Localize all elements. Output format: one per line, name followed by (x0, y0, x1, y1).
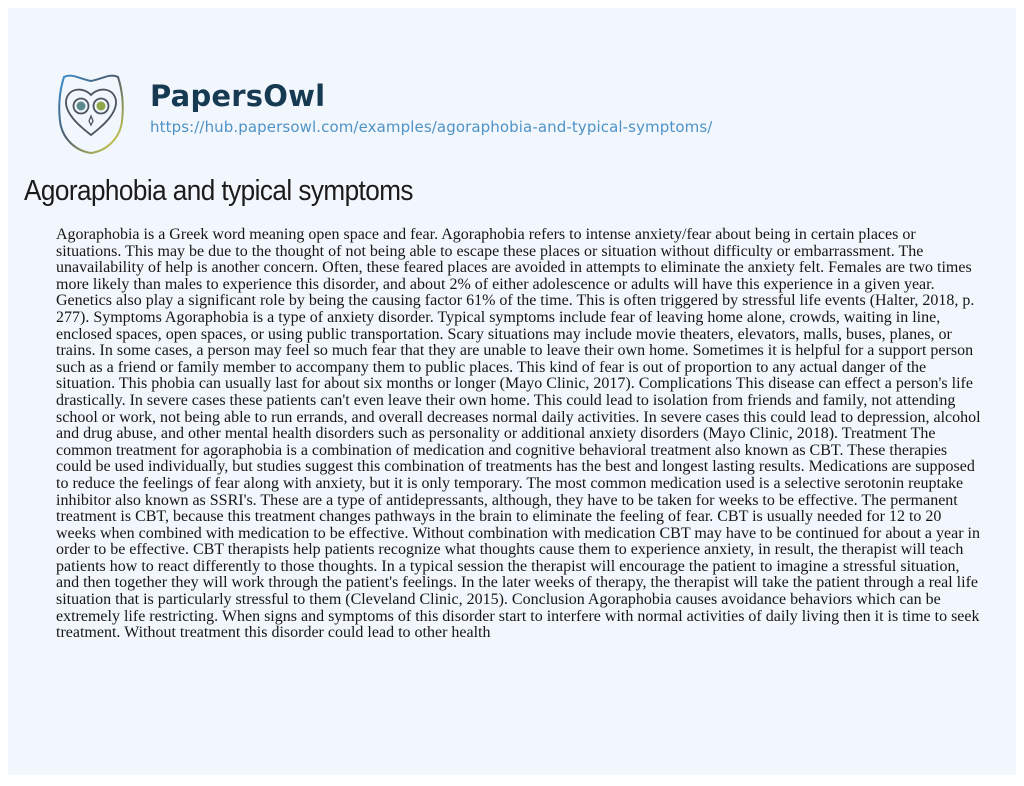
text-line: situation that is particularly stressful to them (Cleveland Clinic, 2015). Conclusion Agoraphobia causes avoidance behaviors which can be (56, 591, 941, 609)
text-line: situations. This may be due to the thought of not being able to escape these places or situation without difficulty or embarrassment. The (56, 242, 924, 260)
text-line: and then together they will work through the patient's feelings. In the later weeks of therapy, the therapist will take the patient through a real life (56, 574, 978, 592)
text-line: treatment is CBT, because this treatment changes pathways in the brain to eliminate the feeling of fear. CBT is usually needed for 12 to 20 (56, 508, 942, 526)
text-line: inhibitor also known as SSRI's. These are a type of antidepressants, although, they have to be taken for weeks to be effective. The permanent (56, 491, 958, 509)
text-line: order to be effective. CBT therapists help patients recognize what thoughts cause them to experience anxiety, in result, the therapist will teach (56, 541, 964, 559)
text-line: unavailability of help is another concern. Often, these feared places are avoided in attempts to eliminate the anxiety felt. Females are two times (56, 259, 972, 277)
text-line: could be used individually, but studies suggest this combination of treatments has the best and longest lasting results. Medications are supposed (56, 458, 975, 476)
text-line: patients how to react differently to those thoughts. In a typical session the therapist will encourage the patient to imagine a stressful situation, (56, 557, 960, 575)
text-line: drastically. In severe cases these patients can't even leave their own home. This could lead to isolation from friends and family, not attending (56, 391, 956, 409)
text-line: enclosed spaces, open spaces, or using public transportation. Scary situations may include movie theaters, elevators, malls, buses, planes, or (56, 325, 952, 343)
text-line: more likely than males to experience this disorder, and about 2% of either adolescence or adults will have this experience in a given year. (56, 275, 935, 293)
site-header (50, 66, 712, 156)
text-line: situation. This phobia can usually last for about six months or longer (Mayo Clinic, 2017). Complications This disease can effect a person's life (56, 375, 973, 393)
owl-logo-icon (50, 65, 132, 157)
text-line: such as a friend or family member to accompany them to public places. This kind of fear is out of proportion to any actual danger of the (56, 358, 927, 376)
text-line: weeks when combined with medication to be effective. Without combination with medication CBT may have to be continued for about a year in (56, 524, 980, 542)
text-line: common treatment for agoraphobia is a combination of medication and cognitive behavioral treatment also known as CBT. These therapies (56, 441, 948, 459)
source-url[interactable]: https://hub.papersowl.com/examples/agoraphobia-and-typical-symptoms/ (150, 118, 713, 136)
text-line: treatment. Without treatment this disorder could lead to other health (56, 624, 491, 642)
text-line: school or work, not being able to run errands, and overall decreases normal daily activities. In severe cases this could lead to depression, alcohol (56, 408, 981, 426)
text-line: 277). Symptoms Agoraphobia is a type of anxiety disorder. Typical symptoms include fear of leaving home alone, crowds, waiting in line, (56, 308, 941, 326)
brand-name: PapersOwl (150, 79, 326, 113)
text-line: trains. In some cases, a person may feel so much fear that they are unable to leave their own home. Sometimes it is helpful for a support person (56, 342, 974, 360)
text-line: extremely life restricting. When signs and symptoms of this disorder start to interfere with normal activities of daily living then it is time to seek (56, 607, 980, 625)
page-title: Agoraphobia and typical symptoms (24, 175, 413, 207)
essay-body (56, 227, 1001, 642)
brand-block (150, 79, 713, 137)
text-line: and drug abuse, and other mental health disorders such as personality or additional anxiety disorders (Mayo Clinic, 2018). Treatment The (56, 425, 936, 443)
text-line: Agoraphobia is a Greek word meaning open space and fear. Agoraphobia refers to intense anxiety/fear about being in certain places or (56, 226, 916, 243)
document-card (8, 8, 1016, 775)
text-line: to reduce the feelings of fear along with anxiety, but it is only temporary. The most common medication used is a selective serotonin reuptake (56, 474, 964, 492)
text-line: Genetics also play a significant role by being the causing factor 61% of the time. This is often triggered by stressful life events (Halter, 2018, p. (56, 292, 975, 310)
